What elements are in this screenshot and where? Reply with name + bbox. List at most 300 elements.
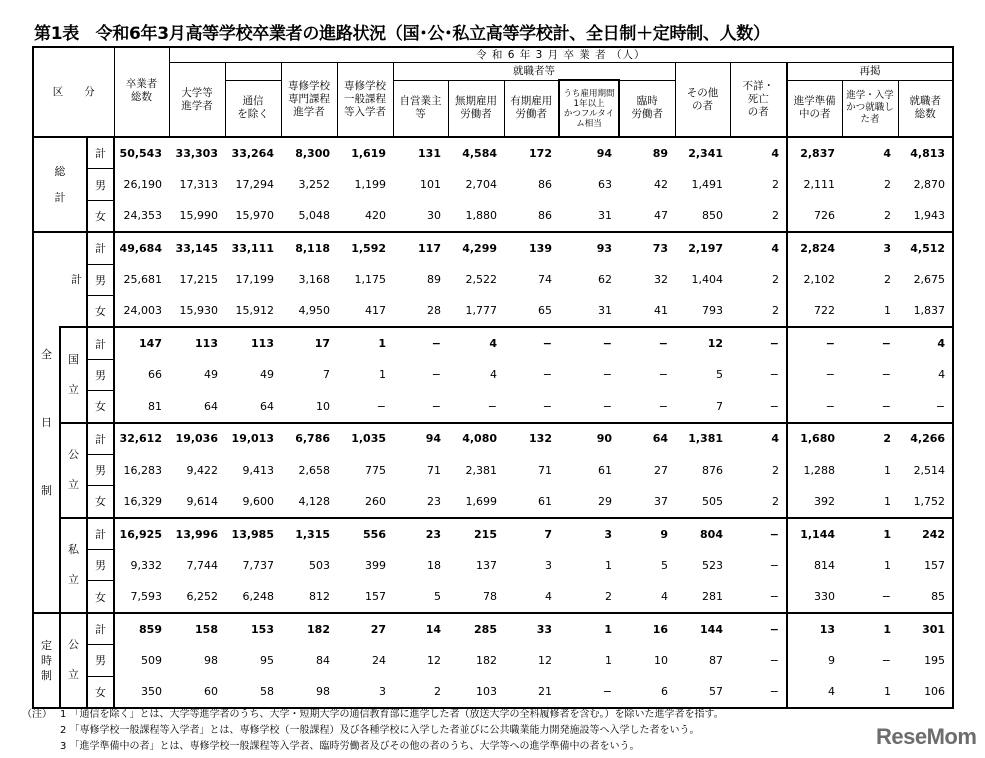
header-reprint-group: 再掲 (787, 63, 953, 81)
table-row (33, 518, 953, 550)
group-public (60, 423, 87, 518)
table-row (33, 295, 953, 327)
value-cell: 15,990 (179, 209, 218, 223)
value-cell: 17,199 (235, 273, 274, 287)
sex-label: 男 (87, 454, 114, 485)
value-cell: 6,786 (281, 423, 337, 455)
value-cell: − (658, 399, 668, 413)
value-cell: 1,381 (675, 423, 730, 455)
value-cell: − (935, 399, 946, 413)
value-cell: 523 (702, 558, 723, 572)
value-cell: 12 (427, 653, 441, 667)
value-cell: 144 (675, 613, 730, 645)
value-cell: 2 (772, 494, 779, 508)
value-cell: − (658, 368, 668, 382)
value-cell: 153 (225, 613, 281, 645)
value-cell: − (602, 399, 612, 413)
value-cell: 131 (418, 146, 441, 160)
value-cell: 2 (772, 304, 779, 318)
value-cell: 1,943 (913, 209, 946, 223)
value-cell: − (431, 399, 441, 413)
value-cell: 1,491 (691, 178, 723, 192)
value-cell: 87 (709, 653, 723, 667)
group-parttime-public (60, 613, 87, 708)
value-cell: 10 (654, 653, 668, 667)
value-cell: 775 (365, 463, 386, 477)
value-cell: 106 (924, 685, 946, 699)
value-cell: 17,215 (179, 273, 218, 287)
value-cell: 850 (702, 209, 723, 223)
value-cell: 722 (787, 295, 842, 327)
header-senshu-specialized: 専修学校 専門課程 進学者 (281, 63, 337, 138)
value-cell: 182 (281, 613, 337, 645)
value-cell: 330 (787, 581, 842, 613)
value-cell: 86 (538, 178, 552, 192)
value-cell: 2 (884, 178, 891, 192)
table-row (33, 454, 953, 485)
value-cell: 812 (309, 589, 330, 603)
value-cell: 1 (842, 613, 898, 645)
sex-label: 計 (87, 327, 114, 359)
value-cell: 33 (504, 613, 559, 645)
value-cell: 1 (884, 304, 891, 318)
value-cell: 14 (393, 613, 448, 645)
value-cell: 139 (504, 232, 559, 264)
header-graduates-total: 卒業者 総数 (114, 47, 169, 137)
value-cell: 2 (772, 178, 779, 192)
note-1: 1 「通信を除く」とは、大学等進学者のうち、大学・短期大学の通信教育部に進学した者（放送大学の全科履修者を含む。）を除いた進学者を指す。 (60, 709, 724, 720)
sex-label: 計 (87, 518, 114, 550)
value-cell: 103 (476, 685, 497, 699)
value-cell: 94 (393, 423, 448, 455)
value-cell: 41 (654, 304, 668, 318)
sex-label: 女 (87, 676, 114, 708)
value-cell: 6,248 (242, 589, 274, 603)
value-cell: − (487, 399, 497, 413)
header-banner: 令 和 6 年 3 月 卒 業 者 （人） (169, 47, 953, 63)
value-cell: 350 (141, 685, 162, 699)
value-cell: 7 (504, 518, 559, 550)
value-cell: − (602, 368, 612, 382)
value-cell: 726 (787, 200, 842, 232)
header-fixed-term: 有期雇用 労働者 (504, 80, 559, 137)
value-cell: 2,102 (787, 264, 842, 295)
value-cell: 1,752 (913, 494, 946, 508)
value-cell: 4 (787, 676, 842, 708)
header-category: 区 分 (33, 47, 114, 137)
value-cell: 2,870 (913, 178, 946, 192)
value-cell: 9,422 (186, 463, 218, 477)
value-cell: 4 (898, 327, 953, 359)
value-cell: 1,315 (281, 518, 337, 550)
value-cell: 94 (596, 146, 612, 160)
value-cell: 32 (654, 273, 668, 287)
value-cell: 3 (379, 685, 386, 699)
value-cell: 2 (842, 423, 898, 455)
group-label: 総計 (54, 164, 66, 204)
value-cell: 90 (559, 423, 619, 455)
value-cell: 6 (661, 685, 668, 699)
value-cell: 876 (702, 463, 723, 477)
value-cell: 157 (924, 558, 946, 572)
value-cell: 57 (709, 685, 723, 699)
value-cell: 60 (204, 685, 218, 699)
value-cell: 63 (598, 178, 612, 192)
value-cell: − (602, 685, 612, 699)
header-temporary: 臨時 労働者 (619, 80, 675, 137)
value-cell: 42 (654, 178, 668, 192)
value-cell: 3 (545, 558, 552, 572)
value-cell: 98 (204, 653, 218, 667)
value-cell: 95 (260, 653, 274, 667)
value-cell: 28 (427, 304, 441, 318)
sex-label: 計 (87, 423, 114, 455)
value-cell: 1 (842, 518, 898, 550)
value-cell: 31 (598, 304, 612, 318)
value-cell: 78 (483, 589, 497, 603)
value-cell: 793 (702, 304, 723, 318)
value-cell: 4 (448, 327, 504, 359)
note-2: 2 「専修学校一般課程等入学者」とは、専修学校（一般課程）及び各種学校に入学した者並びに公共職業能力開発施設等へ入学した者をいう。 (60, 725, 700, 736)
value-cell: 1,035 (337, 423, 393, 455)
value-cell: 1 (605, 653, 612, 667)
value-cell: 3,168 (298, 273, 330, 287)
value-cell: 1 (884, 685, 891, 699)
value-cell: 260 (365, 494, 386, 508)
header-fixed-term-fulltime: うち雇用期間 1年以上 かつフルタイ ム相当 (559, 80, 619, 137)
header-excl-correspondence: 通信 を除く (225, 80, 281, 137)
sex-label: 女 (87, 391, 114, 423)
value-cell: 147 (114, 327, 169, 359)
value-cell: 9 (619, 518, 675, 550)
value-cell: 98 (316, 685, 330, 699)
value-cell: 1 (337, 327, 393, 359)
value-cell: 2 (884, 273, 891, 287)
value-cell: 1,777 (465, 304, 497, 318)
value-cell: 1,288 (787, 454, 842, 485)
value-cell: 4 (490, 368, 497, 382)
value-cell: 9,614 (186, 494, 218, 508)
value-cell: 62 (598, 273, 612, 287)
sex-label: 計 (87, 232, 114, 264)
value-cell: 12 (538, 653, 552, 667)
table-row (33, 137, 953, 169)
value-cell: 1,880 (465, 209, 497, 223)
value-cell: 4 (661, 589, 668, 603)
table-row (33, 581, 953, 613)
value-cell: 71 (538, 463, 552, 477)
value-cell: − (881, 368, 891, 382)
value-cell: 4 (545, 589, 552, 603)
value-cell: − (769, 558, 779, 572)
value-cell: 10 (316, 399, 330, 413)
table-row (33, 645, 953, 676)
group-label: 公立 (68, 448, 79, 492)
group-label: 国立 (68, 352, 79, 396)
table-body (33, 137, 953, 708)
value-cell: 84 (316, 653, 330, 667)
value-cell: 4,950 (298, 304, 330, 318)
value-cell: 7 (323, 368, 330, 382)
header-self-employed: 自営業主 等 (393, 80, 448, 137)
value-cell: 182 (476, 653, 497, 667)
value-cell: 281 (702, 589, 723, 603)
value-cell: 2,824 (787, 232, 842, 264)
value-cell: 16,925 (114, 518, 169, 550)
value-cell: 4 (883, 146, 891, 160)
value-cell: 242 (898, 518, 953, 550)
value-cell: 19,036 (169, 423, 225, 455)
sex-label: 女 (87, 200, 114, 232)
value-cell: 24 (372, 653, 386, 667)
value-cell: 6,252 (186, 589, 218, 603)
value-cell: − (881, 589, 891, 603)
value-cell: 399 (365, 558, 386, 572)
value-cell: − (730, 613, 787, 645)
note-3: 3 「進学準備中の者」とは、専修学校一般課程等入学者、臨時労働者及びその他の者のうち、大学等への進学準備中の者をいう。 (60, 741, 640, 752)
value-cell: 301 (898, 613, 953, 645)
value-cell: − (504, 327, 559, 359)
value-cell: 5 (716, 368, 723, 382)
value-cell: 195 (924, 653, 946, 667)
value-cell: 33,303 (175, 146, 218, 160)
value-cell: 7,737 (242, 558, 274, 572)
value-cell: 61 (538, 494, 552, 508)
value-cell: 509 (141, 653, 162, 667)
group-fulltime (33, 232, 60, 613)
value-cell: 31 (598, 209, 612, 223)
value-cell: − (730, 518, 787, 550)
value-cell: 4 (730, 232, 787, 264)
value-cell: 5 (661, 558, 668, 572)
value-cell: 7,593 (130, 589, 162, 603)
value-cell: 2,381 (465, 463, 497, 477)
value-cell: 49 (260, 368, 274, 382)
value-cell: 71 (427, 463, 441, 477)
value-cell: 2 (772, 463, 779, 477)
value-cell: − (431, 368, 441, 382)
value-cell: 12 (675, 327, 730, 359)
value-cell: 137 (476, 558, 497, 572)
value-cell: 24,353 (123, 209, 162, 223)
value-cell: 2,837 (787, 137, 842, 169)
header-employed-group: 就職者等 (393, 63, 675, 81)
table-row (33, 550, 953, 581)
value-cell: 2,111 (787, 169, 842, 200)
header-employed-total: 就職者 総数 (898, 80, 953, 137)
value-cell: 85 (931, 589, 946, 603)
value-cell: 23 (427, 494, 441, 508)
table-row (33, 232, 953, 264)
group-label: 全日制 (41, 347, 52, 497)
value-cell: 27 (337, 613, 393, 645)
value-cell: 132 (504, 423, 559, 455)
value-cell: 21 (538, 685, 552, 699)
header-preparing: 進学準備 中の者 (787, 80, 842, 137)
value-cell: 2 (884, 209, 891, 223)
value-cell: 15,912 (235, 304, 274, 318)
value-cell: 16,283 (123, 463, 162, 477)
value-cell: 2 (772, 273, 779, 287)
value-cell: 1,837 (913, 304, 946, 318)
value-cell: 1,619 (351, 146, 386, 160)
value-cell: 29 (598, 494, 612, 508)
value-cell: 1,404 (691, 273, 723, 287)
value-cell: 58 (260, 685, 274, 699)
table-row (33, 169, 953, 200)
value-cell: 2,522 (465, 273, 497, 287)
value-cell: 117 (393, 232, 448, 264)
value-cell: 4 (730, 423, 787, 455)
value-cell: 33,264 (231, 146, 274, 160)
value-cell: − (769, 399, 779, 413)
notes-prefix: （注） (22, 709, 52, 720)
table-row (33, 264, 953, 295)
value-cell: 18 (427, 558, 441, 572)
value-cell: 37 (654, 494, 668, 508)
value-cell: 9,413 (242, 463, 274, 477)
sex-label: 男 (87, 359, 114, 390)
value-cell: − (842, 327, 898, 359)
value-cell: 4,128 (298, 494, 330, 508)
value-cell: 8,118 (281, 232, 337, 264)
header-senshu-general: 専修学校 一般課程 等入学者 (337, 63, 393, 138)
value-cell: 13,996 (169, 518, 225, 550)
value-cell: 86 (538, 209, 552, 223)
header-indefinite: 無期雇用 労働者 (448, 80, 504, 137)
value-cell: 49,684 (114, 232, 169, 264)
value-cell: 859 (114, 613, 169, 645)
value-cell: − (619, 327, 675, 359)
value-cell: 3 (559, 518, 619, 550)
value-cell: 81 (148, 399, 162, 413)
value-cell: 1 (379, 368, 386, 382)
value-cell: 50,543 (119, 146, 162, 160)
value-cell: − (881, 399, 891, 413)
header-university: 大学等 進学者 (169, 63, 225, 138)
value-cell: 15,930 (179, 304, 218, 318)
value-cell: 9 (787, 645, 842, 676)
value-cell: 113 (169, 327, 225, 359)
value-cell: 1 (884, 494, 891, 508)
group-private (60, 518, 87, 613)
table-row (33, 423, 953, 455)
value-cell: 804 (675, 518, 730, 550)
value-cell: 23 (393, 518, 448, 550)
value-cell: 4,813 (910, 146, 946, 160)
value-cell: 49 (204, 368, 218, 382)
value-cell: − (769, 685, 779, 699)
header-unknown-deceased: 不詳・ 死亡 の者 (730, 63, 787, 138)
group-label: 定時制 (41, 638, 52, 682)
value-cell: 505 (702, 494, 723, 508)
value-cell: 1 (605, 558, 612, 572)
sex-label: 男 (87, 550, 114, 581)
table-row (33, 613, 953, 645)
group-label: 私立 (68, 543, 79, 587)
value-cell: 15,970 (235, 209, 274, 223)
sex-label: 女 (87, 486, 114, 518)
resemom-logo: ReseMom (876, 724, 977, 749)
header-enrolled-and-employed: 進学・入学 かつ就職し た者 (842, 80, 898, 137)
value-cell: 113 (225, 327, 281, 359)
value-cell: − (542, 368, 552, 382)
value-cell: 556 (337, 518, 393, 550)
value-cell: − (787, 359, 842, 390)
value-cell: 9,600 (242, 494, 274, 508)
value-cell: 64 (260, 399, 274, 413)
sex-label: 女 (87, 581, 114, 613)
value-cell: 73 (619, 232, 675, 264)
value-cell: 4,299 (448, 232, 504, 264)
value-cell: 285 (448, 613, 504, 645)
value-cell: 420 (365, 209, 386, 223)
value-cell: 33,145 (169, 232, 225, 264)
group-parttime (33, 613, 60, 708)
value-cell: 101 (420, 178, 441, 192)
value-cell: 47 (654, 209, 668, 223)
value-cell: 16,329 (123, 494, 162, 508)
value-cell: 2 (434, 685, 441, 699)
table-row (33, 327, 953, 359)
value-cell: 4 (938, 368, 946, 382)
value-cell: 27 (654, 463, 668, 477)
group-total (33, 137, 87, 232)
value-cell: 1,680 (787, 423, 842, 455)
career-status-table (32, 46, 954, 709)
value-cell: 89 (652, 146, 668, 160)
value-cell: 4,512 (898, 232, 953, 264)
value-cell: 17 (281, 327, 337, 359)
value-cell: 74 (538, 273, 552, 287)
value-cell: 392 (787, 486, 842, 518)
value-cell: 7,744 (186, 558, 218, 572)
value-cell: 64 (619, 423, 675, 455)
value-cell: 1 (884, 558, 891, 572)
sex-label: 男 (87, 169, 114, 200)
value-cell: 417 (365, 304, 386, 318)
value-cell: − (559, 327, 619, 359)
value-cell: 66 (148, 368, 162, 382)
header-other: その他 の者 (675, 63, 730, 138)
value-cell: − (787, 391, 842, 423)
value-cell: 17,294 (235, 178, 274, 192)
value-cell: 3 (842, 232, 898, 264)
value-cell: 2,514 (913, 463, 946, 477)
sex-label: 計 (87, 137, 114, 169)
value-cell: 26,190 (123, 178, 162, 192)
value-cell: 1,592 (337, 232, 393, 264)
value-cell: 2,658 (298, 463, 330, 477)
table-row (33, 391, 953, 423)
value-cell: 93 (559, 232, 619, 264)
value-cell: 8,300 (295, 146, 330, 160)
group-national (60, 327, 87, 422)
value-cell: 2 (772, 209, 779, 223)
value-cell: 215 (448, 518, 504, 550)
value-cell: 4,266 (898, 423, 953, 455)
value-cell: − (542, 399, 552, 413)
table-row (33, 359, 953, 390)
value-cell: 1,175 (354, 273, 386, 287)
value-cell: 1,699 (465, 494, 497, 508)
value-cell: − (393, 327, 448, 359)
value-cell: 5,048 (298, 209, 330, 223)
value-cell: 1 (559, 613, 619, 645)
value-cell: 2,675 (913, 273, 946, 287)
value-cell: 89 (427, 273, 441, 287)
value-cell: 814 (787, 550, 842, 581)
